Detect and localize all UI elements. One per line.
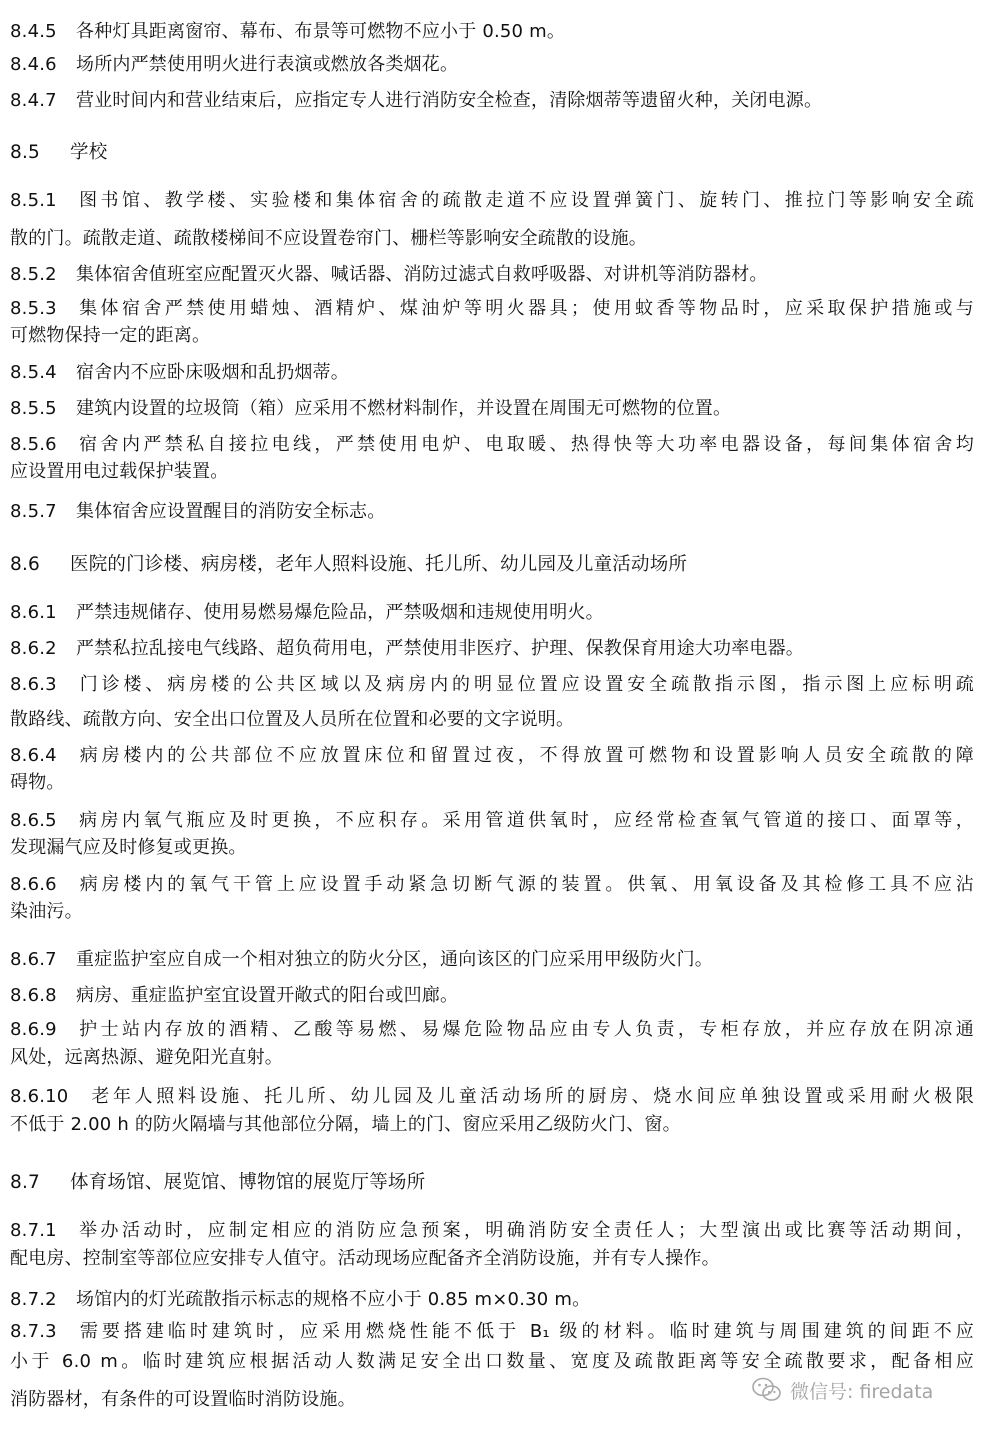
section-title: 医院的门诊楼、病房楼，老年人照料设施、托儿所、幼儿园及儿童活动场所 [70,554,688,575]
clause-text: 集体宿舍应设置醒目的消防安全标志。 [76,501,386,522]
clause-text: 病房内氧气瓶应及时更换，不应积存。采用管道供氧时，应经常检查氧气管道的接口、面罩等， [76,810,974,831]
clause-number: 8.4.7 [10,90,57,111]
text-line [10,1112,974,1138]
watermark-text: 微信号: firedata [790,1380,934,1403]
section-heading [10,140,974,166]
clause-text: 应设置用电过载保护装置。 [10,461,229,482]
text-line [10,262,974,288]
clause-number: 8.7.2 [10,1289,57,1310]
text-line [10,1287,974,1313]
clause-text: 宿舍内不应卧床吸烟和乱扔烟蒂。 [76,362,349,383]
clause-text: 门诊楼、病房楼的公共区域以及病房内的明显位置应设置安全疏散指示图，指示图上应标明疏 [76,674,974,695]
clause-text: 碍物。 [10,772,65,793]
clause-text: 染油污。 [10,901,83,922]
text-line [10,226,974,252]
clause-number: 8.5 [10,142,41,163]
clause-text: 风处，远离热源、避免阳光直射。 [10,1047,283,1068]
clause-number: 8.5.3 [10,298,57,319]
section-title: 体育场馆、展览馆、博物馆的展览厅等场所 [70,1172,426,1193]
text-line [10,672,974,698]
clause-number: 8.5.5 [10,398,57,419]
text-line [10,707,974,733]
clause-text: 营业时间内和营业结束后，应指定专人进行消防安全检查，清除烟蒂等遗留火种，关闭电源。 [76,90,823,111]
clause-text: 病房、重症监护室宜设置开敞式的阳台或凹廊。 [76,985,459,1006]
section-heading [10,1170,974,1196]
text-line [10,296,974,322]
clause-number: 8.7.1 [10,1220,57,1241]
clause-number: 8.5.4 [10,362,57,383]
text-line [10,52,974,78]
clause-text: 场馆内的灯光疏散指示标志的规格不应小于 0.85 m×0.30 m。 [76,1289,591,1310]
clause-number: 8.6.6 [10,874,57,895]
clause-number: 8.5.1 [10,190,57,211]
clause-text: 小于 6.0 m。临时建筑应根据活动人数满足安全出口数量、宽度及疏散距离等安全疏散要求，配备相应 [10,1351,974,1372]
text-line [10,188,974,214]
clause-number: 8.5.2 [10,264,57,285]
clause-text: 护士站内存放的酒精、乙酸等易燃、易爆危险物品应由专人负责，专柜存放，并应存放在阴凉通 [76,1019,974,1040]
clause-text: 重症监护室应自成一个相对独立的防火分区，通向该区的门应采用甲级防火门。 [76,949,713,970]
clause-text: 病房楼内的氧气干管上应设置手动紧急切断气源的装置。供氧、用氧设备及其检修工具不应沾 [76,874,974,895]
clause-text: 散的门。疏散走道、疏散楼梯间不应设置卷帘门、栅栏等影响安全疏散的设施。 [10,228,647,249]
text-line [10,1349,974,1375]
clause-text: 严禁私拉乱接电气线路、超负荷用电，严禁使用非医疗、护理、保教保育用途大功率电器。 [76,638,804,659]
clause-number: 8.4.6 [10,54,57,75]
clause-text: 散路线、疏散方向、安全出口位置及人员所在位置和必要的文字说明。 [10,709,575,730]
text-line [10,1218,974,1244]
text-line [10,1045,974,1071]
text-line [10,835,974,861]
text-line [10,899,974,925]
clause-number: 8.7.3 [10,1321,57,1342]
text-line [10,1246,974,1272]
text-line [10,1084,974,1110]
section-title: 学校 [70,142,108,163]
clause-text: 发现漏气应及时修复或更换。 [10,837,247,858]
clause-number: 8.6.4 [10,745,57,766]
text-line [10,432,974,458]
text-line [10,808,974,834]
clause-text: 严禁违规储存、使用易燃易爆危险品，严禁吸烟和违规使用明火。 [76,602,604,623]
clause-number: 8.6.2 [10,638,57,659]
clause-text: 可燃物保持一定的距离。 [10,325,211,346]
clause-number: 8.6.5 [10,810,57,831]
text-line [10,743,974,769]
clause-number: 8.6.10 [10,1086,69,1107]
clause-number: 8.6.9 [10,1019,57,1040]
wechat-icon [752,1377,782,1403]
text-line [10,872,974,898]
clause-text: 病房楼内的公共部位不应放置床位和留置过夜，不得放置可燃物和设置影响人员安全疏散的障 [76,745,974,766]
text-line [10,459,974,485]
section-heading [10,552,974,578]
watermark [752,1374,942,1406]
clause-text: 集体宿舍值班室应配置灭火器、喊话器、消防过滤式自救呼吸器、对讲机等消防器材。 [76,264,768,285]
text-line [10,323,974,349]
text-line [10,983,974,1009]
clause-number: 8.5.7 [10,501,57,522]
clause-number: 8.6.7 [10,949,57,970]
text-line [10,1319,974,1345]
clause-text: 配电房、控制室等部位应安排专人值守。活动现场应配备齐全消防设施，并有专人操作。 [10,1248,720,1269]
clause-text: 场所内严禁使用明火进行表演或燃放各类烟花。 [76,54,459,75]
text-line [10,88,974,114]
text-line [10,19,974,45]
clause-text: 需要搭建临时建筑时，应采用燃烧性能不低于 B₁ 级的材料。临时建筑与周围建筑的间距不应 [76,1321,974,1342]
clause-number: 8.6.8 [10,985,57,1006]
text-line [10,499,974,525]
text-line [10,1017,974,1043]
clause-text: 宿舍内严禁私自接拉电线，严禁使用电炉、电取暖、热得快等大功率电器设备，每间集体宿舍均 [76,434,974,455]
clause-text: 举办活动时，应制定相应的消防应急预案，明确消防安全责任人；大型演出或比赛等活动期间， [76,1220,974,1241]
clause-text: 集体宿舍严禁使用蜡烛、酒精炉、煤油炉等明火器具；使用蚊香等物品时，应采取保护措施或与 [76,298,974,319]
clause-text: 建筑内设置的垃圾筒（箱）应采用不燃材料制作，并设置在周围无可燃物的位置。 [76,398,732,419]
clause-number: 8.5.6 [10,434,57,455]
clause-text: 不低于 2.00 h 的防火隔墙与其他部位分隔，墙上的门、窗应采用乙级防火门、窗。 [10,1114,681,1135]
text-line [10,600,974,626]
clause-text: 老年人照料设施、托儿所、幼儿园及儿童活动场所的厨房、烧水间应单独设置或采用耐火极限 [88,1086,974,1107]
clause-text: 图书馆、教学楼、实验楼和集体宿舍的疏散走道不应设置弹簧门、旋转门、推拉门等影响安全疏 [76,190,974,211]
text-line [10,770,974,796]
text-line [10,396,974,422]
text-line [10,947,974,973]
text-line [10,636,974,662]
clause-number: 8.6 [10,554,41,575]
clause-text: 各种灯具距离窗帘、幕布、布景等可燃物不应小于 0.50 m。 [76,21,566,42]
clause-number: 8.6.1 [10,602,57,623]
clause-number: 8.6.3 [10,674,57,695]
clause-number: 8.4.5 [10,21,57,42]
clause-text: 消防器材，有条件的可设置临时消防设施。 [10,1389,356,1410]
clause-number: 8.7 [10,1172,41,1193]
text-line [10,360,974,386]
